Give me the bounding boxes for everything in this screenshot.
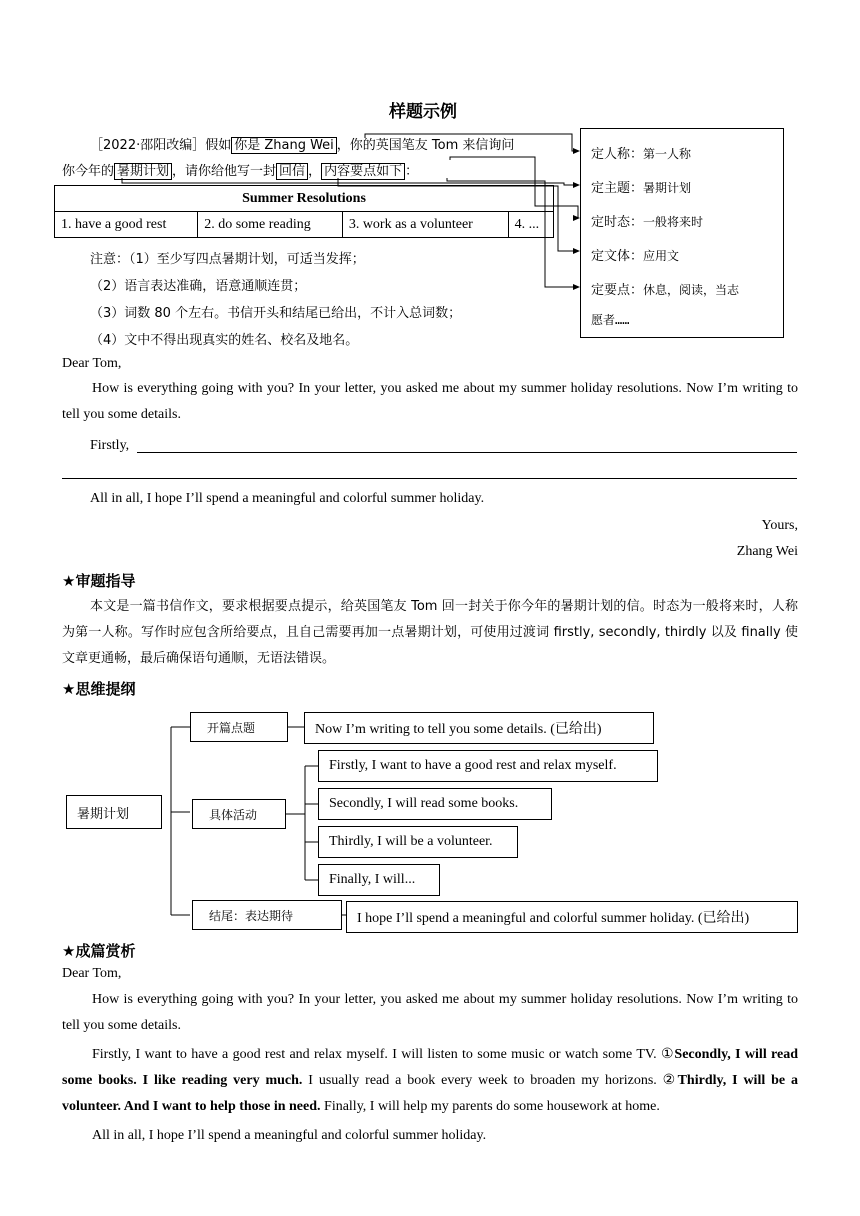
- letter-yours: Yours,: [761, 518, 798, 533]
- prompt-text: 你今年的: [62, 164, 115, 179]
- prompt-text: ，: [308, 164, 322, 179]
- letter-greeting: Dear Tom,: [62, 356, 122, 371]
- highlight-you-are: 你是 Zhang Wei: [231, 137, 337, 154]
- table-cell: 1. have a good rest: [55, 212, 198, 238]
- section-heading-guide: ★审题指导: [62, 572, 136, 590]
- prompt-text: ：: [405, 164, 419, 179]
- prompt-text: ［2022·邵阳改编］假如: [90, 138, 232, 153]
- note-1: 注意：（1）至少写四点暑期计划，可适当发挥；: [90, 252, 365, 267]
- prompt-text: ，请你给他写一封: [172, 164, 277, 179]
- mindmap-ending: I hope I’ll spend a meaningful and colorful summer holiday. (已给出): [346, 901, 798, 933]
- table-cell: 3. work as a volunteer: [342, 212, 508, 238]
- answer-line: [137, 452, 797, 453]
- page-title: 样题示例: [389, 102, 457, 122]
- analysis-row: 定人称：第一人称: [591, 147, 692, 162]
- note-3: （3）词数 80 个左右。书信开头和结尾已给出，不计入总词数；: [90, 306, 462, 321]
- connector-arrows: [0, 0, 860, 400]
- sample-text: Finally, I will help my parents do some housework at home.: [320, 1099, 660, 1114]
- section-heading-sample: ★成篇赏析: [62, 942, 136, 960]
- analysis-row: 定主题：暑期计划: [591, 181, 692, 196]
- table-header: Summer Resolutions: [55, 186, 554, 212]
- letter-signature: Zhang Wei: [736, 544, 798, 559]
- sample-paragraph-3: All in all, I hope I’ll spend a meaningful and colorful summer holiday.: [92, 1128, 487, 1143]
- highlight-key-points: 内容要点如下: [321, 163, 405, 180]
- sample-highlight: Secondly, I will read some books. I like reading very much.: [62, 1047, 799, 1088]
- mindmap-branch: 开篇点题: [190, 712, 288, 742]
- guide-text: 本文是一篇书信作文，要求根据要点提示，给英国笔友 Tom 回一封关于你今年的暑期计划的信。时态为一般将来时，人称为第一人称。写作时应包含所给要点，且自己需要再加一点暑期计划，可使用过渡词 firstly, secondly, thirdly 以及 finally 使文章更通畅，最后确保语句通顺，无语法错误。: [62, 599, 798, 666]
- sample-highlight: Thirdly, I will be a volunteer. And I want to help those in need.: [62, 1073, 798, 1114]
- answer-line: [62, 478, 797, 479]
- analysis-row: 定要点：休息，阅读，当志: [591, 283, 740, 298]
- mindmap-activity: Firstly, I want to have a good rest and relax myself.: [318, 750, 658, 782]
- table-cell: 2. do some reading: [198, 212, 343, 238]
- sample-greeting: Dear Tom,: [62, 966, 122, 981]
- mindmap-activity: Thirdly, I will be a volunteer.: [318, 826, 518, 858]
- analysis-row: 定时态：一般将来时: [591, 215, 704, 230]
- mindmap-branch: 结尾：表达期待: [192, 900, 342, 930]
- mindmap-branch: 具体活动: [192, 799, 286, 829]
- mindmap-opening: Now I’m writing to tell you some details. (已给出): [304, 712, 654, 744]
- section-heading-mindmap: ★思维提纲: [62, 680, 136, 698]
- note-2: （2）语言表达准确，语意通顺连贯；: [90, 279, 307, 294]
- sample-text: Firstly, I want to have a good rest and relax myself. I will listen to some music or watch some TV. ①: [92, 1047, 675, 1062]
- letter-firstly: Firstly,: [90, 438, 130, 453]
- table-cell: 4. ...: [508, 212, 553, 238]
- note-4: （4）文中不得出现真实的姓名、校名及地名。: [90, 333, 359, 348]
- highlight-reply: 回信: [276, 163, 308, 180]
- analysis-row: 愿者……: [591, 313, 630, 327]
- letter-paragraph-1: How is everything going with you? In your letter, you asked me about my summer holiday resolutions. Now I’m writing to tell you some details.: [62, 381, 798, 422]
- prompt-text: ，你的英国笔友 Tom 来信询问: [336, 138, 515, 153]
- highlight-summer-plan: 暑期计划: [114, 163, 172, 180]
- letter-closing: All in all, I hope I’ll spend a meaningful and colorful summer holiday.: [90, 491, 485, 506]
- sample-paragraph-2: [62, 1042, 798, 1120]
- mindmap-activity: Secondly, I will read some books.: [318, 788, 552, 820]
- analysis-row: 定文体：应用文: [591, 249, 680, 264]
- sample-text: I usually read a book every week to broaden my horizons. ②: [302, 1073, 678, 1088]
- sample-paragraph-1: How is everything going with you? In your letter, you asked me about my summer holiday resolutions. Now I’m writing to tell you some details.: [62, 992, 798, 1033]
- mindmap-root: 暑期计划: [66, 795, 162, 829]
- mindmap-activity: Finally, I will...: [318, 864, 440, 896]
